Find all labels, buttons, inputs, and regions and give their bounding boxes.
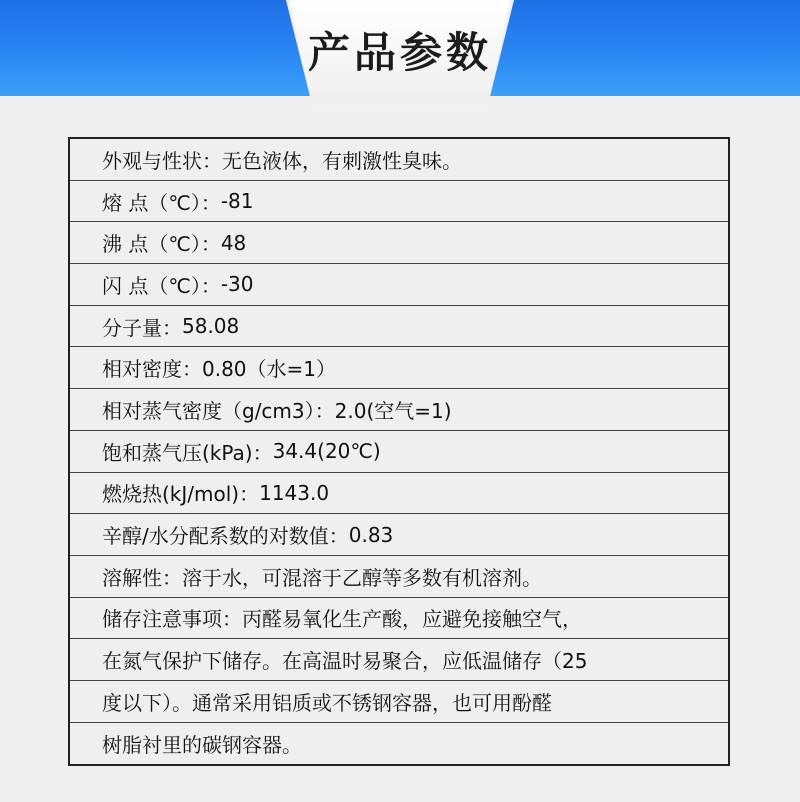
table-row — [70, 139, 728, 181]
row-value: 溶于水，可混溶于乙醇等多数有机溶剂。 — [182, 565, 542, 590]
row-value: 1143.0 — [259, 480, 330, 505]
row-value: 在氮气保护下储存。在高温时易聚合，应低温储存（25 — [102, 649, 588, 674]
row-value: 0.80（水=1） — [202, 357, 337, 382]
table-row — [70, 431, 728, 473]
table-row — [70, 306, 728, 348]
table-row — [70, 723, 728, 765]
table-row — [70, 222, 728, 264]
parameter-table — [68, 137, 730, 766]
table-row — [70, 598, 728, 640]
row-value: 58.08 — [182, 314, 240, 339]
table-row — [70, 556, 728, 598]
row-value: 无色液体，有刺激性臭味。 — [222, 148, 462, 173]
table-row — [70, 389, 728, 431]
row-value: 2.0(空气=1) — [334, 398, 452, 423]
row-value: 0.83 — [348, 522, 394, 547]
row-label: 闪 点（℃）： — [102, 273, 221, 298]
table-row — [70, 347, 728, 389]
row-value: 34.4(20℃) — [272, 439, 381, 464]
row-label: 熔 点（℃）： — [102, 190, 221, 215]
table-row — [70, 681, 728, 723]
row-value: 树脂衬里的碳钢容器。 — [102, 732, 302, 757]
row-label: 饱和蒸气压(kPa)： — [102, 440, 273, 465]
row-value: 48 — [220, 230, 247, 255]
table-row — [70, 514, 728, 556]
row-label: 沸 点（℃）： — [102, 232, 221, 257]
table-row — [70, 473, 728, 515]
row-label: 燃烧热(kJ/mol)： — [102, 482, 260, 507]
table-row — [70, 639, 728, 681]
row-value: -81 — [220, 189, 254, 214]
row-label: 分子量： — [102, 315, 182, 340]
row-value: 丙醛易氧化生产酸，应避免接触空气， — [242, 607, 582, 632]
row-label: 溶解性： — [102, 565, 182, 590]
row-label: 相对密度： — [102, 357, 202, 382]
row-label: 相对蒸气密度（g/cm3）： — [102, 398, 335, 423]
row-label: 储存注意事项： — [102, 607, 242, 632]
row-value: -30 — [220, 272, 254, 297]
page-title: 产品参数 — [307, 28, 492, 77]
table-row — [70, 181, 728, 223]
row-label: 辛醇/水分配系数的对数值： — [102, 524, 349, 549]
row-value: 度以下）。通常采用铝质或不锈钢容器，也可用酚醛 — [102, 690, 552, 715]
table-row — [70, 264, 728, 306]
row-label: 外观与性状： — [102, 148, 222, 173]
